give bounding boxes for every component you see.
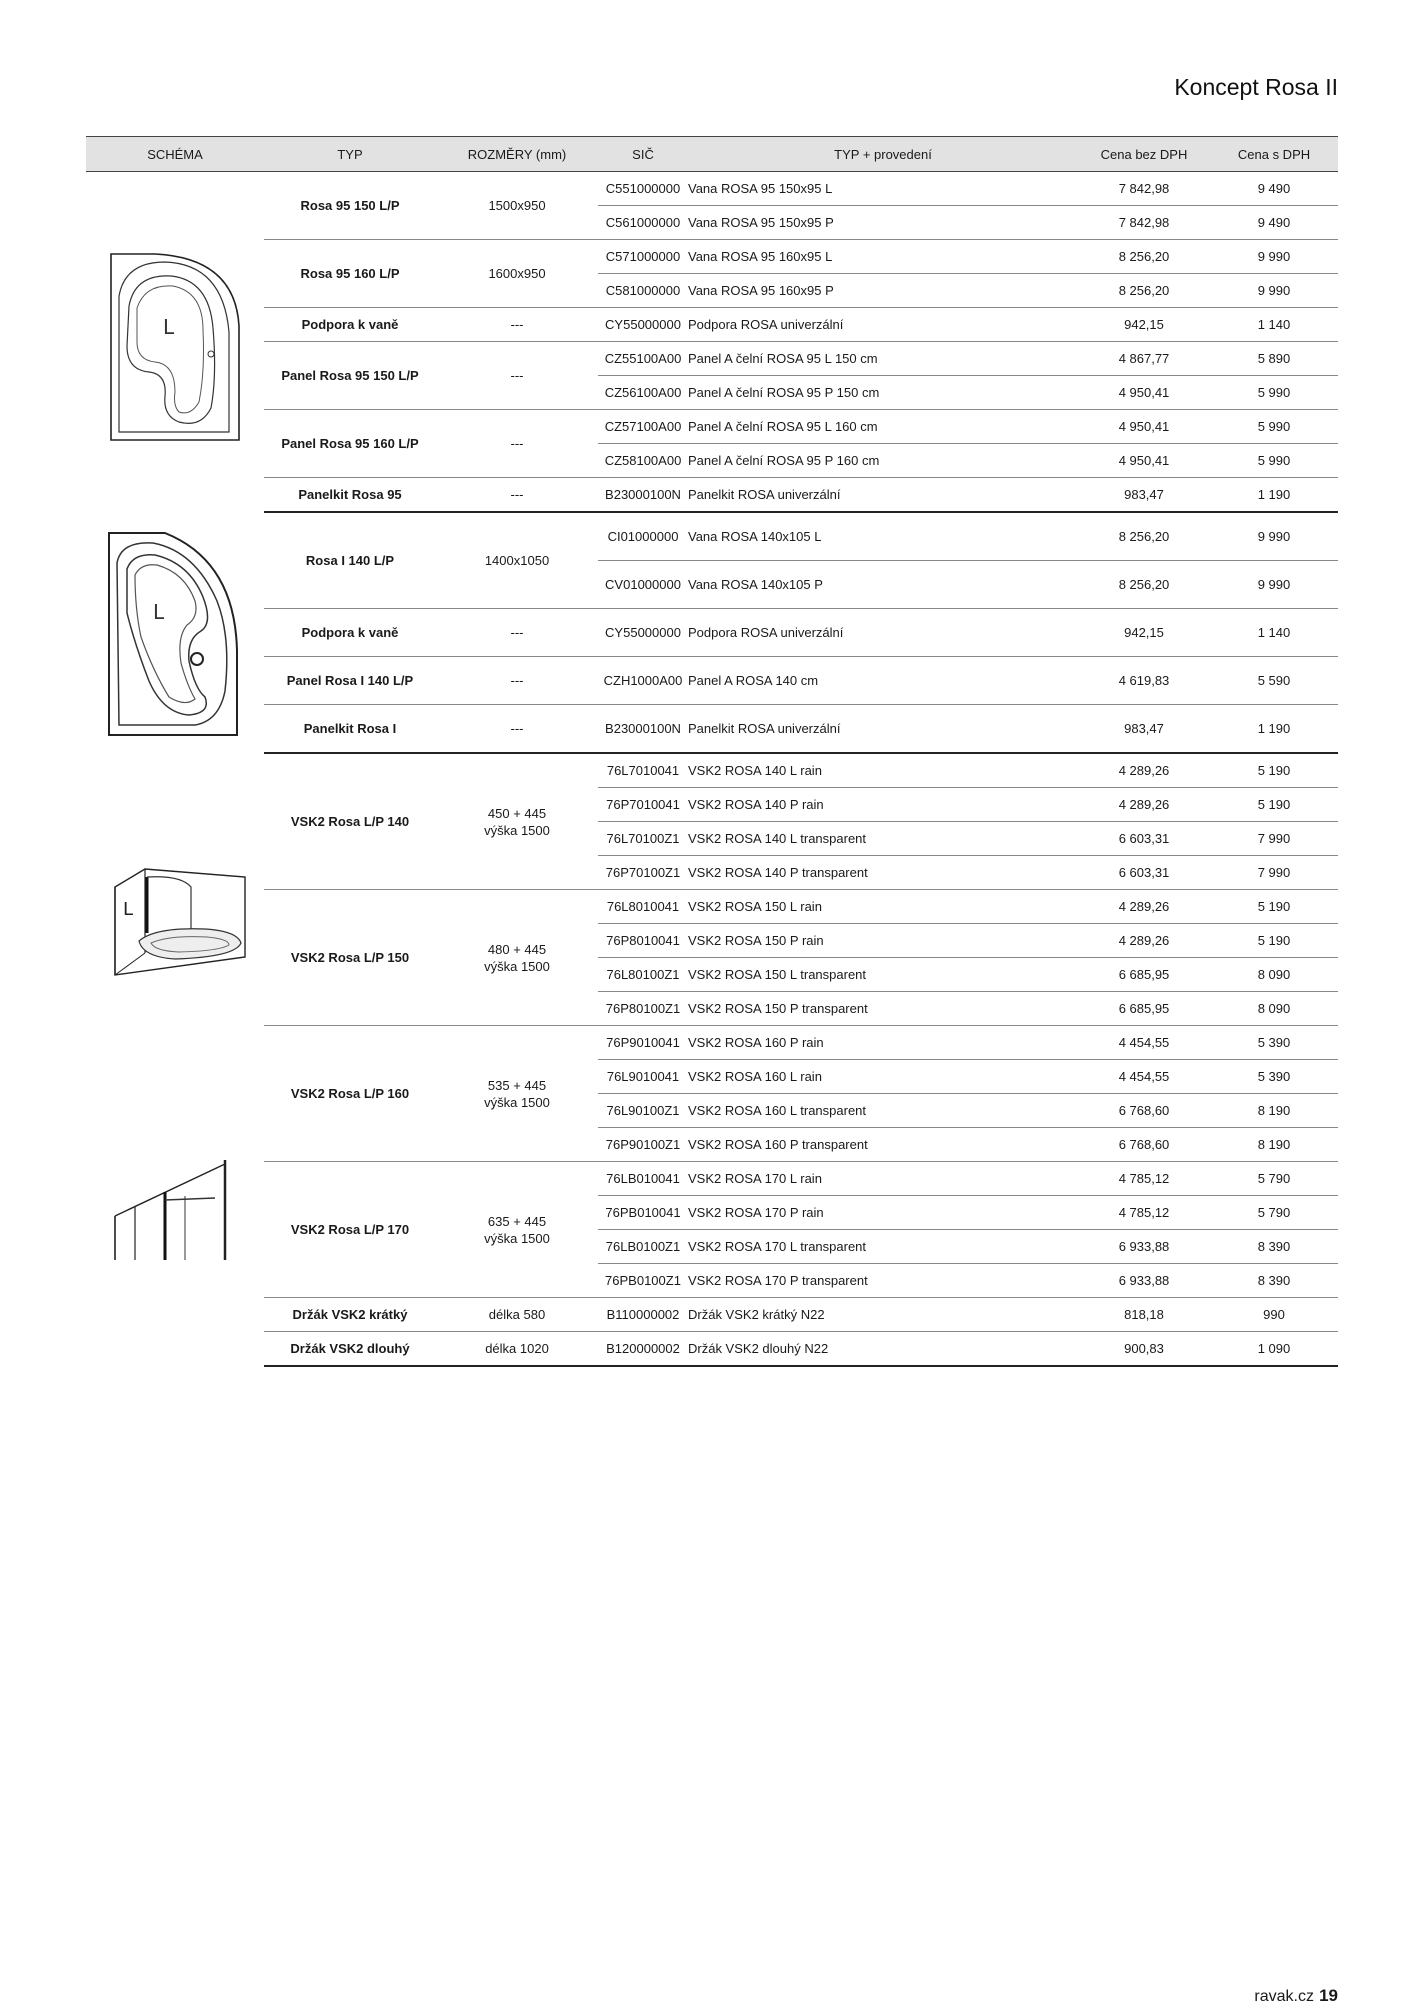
provedeni-cell: VSK2 ROSA 150 L transparent bbox=[688, 958, 1078, 992]
sic-cell: B23000100N bbox=[598, 478, 688, 513]
typ-cell: Panelkit Rosa 95 bbox=[264, 478, 436, 513]
cena-s-dph-cell: 5 190 bbox=[1210, 890, 1338, 924]
provedeni-cell: Podpora ROSA univerzální bbox=[688, 308, 1078, 342]
typ-cell: Držák VSK2 dlouhý bbox=[264, 1332, 436, 1367]
rozmer-value: 635 + 445 bbox=[487, 1213, 547, 1229]
typ-cell: VSK2 Rosa L/P 150 bbox=[264, 890, 436, 1026]
rozmer-cell bbox=[436, 240, 598, 308]
provedeni-cell: VSK2 ROSA 150 P transparent bbox=[688, 992, 1078, 1026]
rozmer-vyska: výška 1500 bbox=[484, 1094, 550, 1110]
typ-cell: Panel Rosa 95 150 L/P bbox=[264, 342, 436, 410]
schema-cell bbox=[86, 512, 264, 753]
provedeni-cell: Podpora ROSA univerzální bbox=[688, 609, 1078, 657]
cena-bez-dph-cell: 6 685,95 bbox=[1078, 992, 1210, 1026]
provedeni-cell: Vana ROSA 140x105 L bbox=[688, 512, 1078, 561]
rozmer-value: --- bbox=[510, 317, 524, 332]
cena-bez-dph-cell: 4 289,26 bbox=[1078, 753, 1210, 788]
sic-cell: C561000000 bbox=[598, 206, 688, 240]
cena-bez-dph-cell: 6 603,31 bbox=[1078, 856, 1210, 890]
rozmer-value: 450 + 445 bbox=[487, 805, 547, 821]
cena-s-dph-cell: 8 090 bbox=[1210, 958, 1338, 992]
cena-bez-dph-cell: 6 768,60 bbox=[1078, 1094, 1210, 1128]
section-label: L bbox=[153, 600, 165, 624]
cena-bez-dph-cell: 983,47 bbox=[1078, 705, 1210, 754]
table-row bbox=[86, 478, 1338, 513]
schema-cell bbox=[86, 753, 264, 1366]
table-row bbox=[86, 342, 1338, 376]
cena-bez-dph-cell: 4 289,26 bbox=[1078, 890, 1210, 924]
table-row bbox=[86, 1298, 1338, 1332]
section-label: L bbox=[123, 898, 134, 920]
provedeni-cell: VSK2 ROSA 170 P rain bbox=[688, 1196, 1078, 1230]
page-number: 19 bbox=[1319, 1986, 1338, 2005]
sic-cell: 76L8010041 bbox=[598, 890, 688, 924]
sic-cell: B110000002 bbox=[598, 1298, 688, 1332]
provedeni-cell: Panel A čelní ROSA 95 P 160 cm bbox=[688, 444, 1078, 478]
cena-s-dph-cell: 5 190 bbox=[1210, 924, 1338, 958]
cena-bez-dph-cell: 818,18 bbox=[1078, 1298, 1210, 1332]
table-row bbox=[86, 410, 1338, 444]
rozmer-cell bbox=[436, 308, 598, 342]
sic-cell: CZ56100A00 bbox=[598, 376, 688, 410]
schema-cell bbox=[86, 172, 264, 513]
rozmer-value: --- bbox=[510, 673, 524, 688]
rozmer-cell bbox=[436, 1298, 598, 1332]
sic-cell: 76PB0100Z1 bbox=[598, 1264, 688, 1298]
table-row bbox=[86, 705, 1338, 754]
rozmer-cell bbox=[436, 1026, 598, 1162]
rozmer-vyska: výška 1500 bbox=[484, 958, 550, 974]
rozmer-value: 480 + 445 bbox=[487, 941, 547, 957]
sic-cell: 76P9010041 bbox=[598, 1026, 688, 1060]
sic-cell: 76P8010041 bbox=[598, 924, 688, 958]
bathtub-rosa95-diagram bbox=[105, 236, 245, 446]
sic-cell: C571000000 bbox=[598, 240, 688, 274]
header-schema: SCHÉMA bbox=[86, 137, 264, 172]
sic-cell: 76PB010041 bbox=[598, 1196, 688, 1230]
provedeni-cell: VSK2 ROSA 140 L rain bbox=[688, 753, 1078, 788]
cena-bez-dph-cell: 6 933,88 bbox=[1078, 1230, 1210, 1264]
cena-bez-dph-cell: 4 950,41 bbox=[1078, 444, 1210, 478]
rozmer-cell bbox=[436, 172, 598, 240]
cena-s-dph-cell: 5 990 bbox=[1210, 410, 1338, 444]
provedeni-cell: Panel A čelní ROSA 95 P 150 cm bbox=[688, 376, 1078, 410]
table-row bbox=[86, 1332, 1338, 1367]
cena-bez-dph-cell: 4 289,26 bbox=[1078, 788, 1210, 822]
cena-bez-dph-cell: 6 768,60 bbox=[1078, 1128, 1210, 1162]
typ-cell: Panel Rosa I 140 L/P bbox=[264, 657, 436, 705]
rozmer-value: --- bbox=[510, 487, 524, 502]
typ-cell: Rosa 95 150 L/P bbox=[264, 172, 436, 240]
rozmer-cell bbox=[436, 609, 598, 657]
sic-cell: CZ57100A00 bbox=[598, 410, 688, 444]
cena-bez-dph-cell: 6 933,88 bbox=[1078, 1264, 1210, 1298]
rozmer-cell bbox=[436, 890, 598, 1026]
page-title: Koncept Rosa II bbox=[1174, 74, 1338, 100]
cena-bez-dph-cell: 4 785,12 bbox=[1078, 1196, 1210, 1230]
cena-bez-dph-cell: 7 842,98 bbox=[1078, 206, 1210, 240]
footer-site: ravak.cz bbox=[1254, 1988, 1314, 2005]
rozmer-value: --- bbox=[510, 625, 524, 640]
cena-bez-dph-cell: 4 950,41 bbox=[1078, 376, 1210, 410]
table-row bbox=[86, 1026, 1338, 1060]
sic-cell: 76LB010041 bbox=[598, 1162, 688, 1196]
cena-s-dph-cell: 1 090 bbox=[1210, 1332, 1338, 1367]
typ-cell: Rosa I 140 L/P bbox=[264, 512, 436, 609]
cena-bez-dph-cell: 4 950,41 bbox=[1078, 410, 1210, 444]
cena-s-dph-cell: 9 490 bbox=[1210, 172, 1338, 206]
header-cena-s: Cena s DPH bbox=[1210, 137, 1338, 172]
provedeni-cell: VSK2 ROSA 170 L rain bbox=[688, 1162, 1078, 1196]
typ-cell: Panel Rosa 95 160 L/P bbox=[264, 410, 436, 478]
bathtub-rosai-diagram bbox=[105, 521, 245, 741]
cena-bez-dph-cell: 983,47 bbox=[1078, 478, 1210, 513]
cena-s-dph-cell: 9 990 bbox=[1210, 512, 1338, 561]
table-row bbox=[86, 890, 1338, 924]
sic-cell: 76L7010041 bbox=[598, 753, 688, 788]
rozmer-value: 1400x1050 bbox=[484, 553, 550, 568]
cena-s-dph-cell: 9 990 bbox=[1210, 561, 1338, 609]
provedeni-cell: VSK2 ROSA 170 P transparent bbox=[688, 1264, 1078, 1298]
sic-cell: B23000100N bbox=[598, 705, 688, 754]
cena-s-dph-cell: 1 140 bbox=[1210, 609, 1338, 657]
rozmer-value: 1600x950 bbox=[488, 266, 546, 281]
rozmer-cell bbox=[436, 410, 598, 478]
table-row bbox=[86, 1162, 1338, 1196]
provedeni-cell: Držák VSK2 krátký N22 bbox=[688, 1298, 1078, 1332]
provedeni-cell: Panel A čelní ROSA 95 L 160 cm bbox=[688, 410, 1078, 444]
provedeni-cell: VSK2 ROSA 140 P transparent bbox=[688, 856, 1078, 890]
cena-s-dph-cell: 5 990 bbox=[1210, 444, 1338, 478]
table-row bbox=[86, 657, 1338, 705]
cena-s-dph-cell: 7 990 bbox=[1210, 856, 1338, 890]
table-row bbox=[86, 512, 1338, 561]
cena-s-dph-cell: 5 390 bbox=[1210, 1026, 1338, 1060]
cena-s-dph-cell: 5 390 bbox=[1210, 1060, 1338, 1094]
typ-cell: Podpora k vaně bbox=[264, 609, 436, 657]
cena-s-dph-cell: 5 790 bbox=[1210, 1162, 1338, 1196]
sic-cell: CI01000000 bbox=[598, 512, 688, 561]
header-rozmery: ROZMĚRY (mm) bbox=[436, 137, 598, 172]
provedeni-cell: VSK2 ROSA 140 L transparent bbox=[688, 822, 1078, 856]
cena-s-dph-cell: 8 190 bbox=[1210, 1128, 1338, 1162]
cena-s-dph-cell: 8 390 bbox=[1210, 1264, 1338, 1298]
cena-s-dph-cell: 990 bbox=[1210, 1298, 1338, 1332]
provedeni-cell: Vana ROSA 95 160x95 P bbox=[688, 274, 1078, 308]
cena-s-dph-cell: 7 990 bbox=[1210, 822, 1338, 856]
sic-cell: 76L9010041 bbox=[598, 1060, 688, 1094]
cena-bez-dph-cell: 4 454,55 bbox=[1078, 1060, 1210, 1094]
table-header-row bbox=[86, 137, 1338, 172]
rozmer-value: 1500x950 bbox=[488, 198, 546, 213]
typ-cell: VSK2 Rosa L/P 160 bbox=[264, 1026, 436, 1162]
cena-s-dph-cell: 1 190 bbox=[1210, 705, 1338, 754]
provedeni-cell: Držák VSK2 dlouhý N22 bbox=[688, 1332, 1078, 1367]
cena-s-dph-cell: 9 990 bbox=[1210, 274, 1338, 308]
sic-cell: CY55000000 bbox=[598, 609, 688, 657]
provedeni-cell: VSK2 ROSA 160 P rain bbox=[688, 1026, 1078, 1060]
shower-holder-diagram bbox=[105, 1160, 245, 1260]
sic-cell: 76P70100Z1 bbox=[598, 856, 688, 890]
cena-s-dph-cell: 5 990 bbox=[1210, 376, 1338, 410]
table-row bbox=[86, 753, 1338, 788]
cena-s-dph-cell: 5 190 bbox=[1210, 753, 1338, 788]
provedeni-cell: VSK2 ROSA 150 L rain bbox=[688, 890, 1078, 924]
rozmer-cell bbox=[436, 478, 598, 513]
cena-bez-dph-cell: 4 289,26 bbox=[1078, 924, 1210, 958]
cena-s-dph-cell: 5 790 bbox=[1210, 1196, 1338, 1230]
section-label: L bbox=[163, 314, 175, 339]
price-table bbox=[86, 136, 1338, 1367]
rozmer-vyska: výška 1500 bbox=[484, 1230, 550, 1246]
cena-s-dph-cell: 8 190 bbox=[1210, 1094, 1338, 1128]
cena-bez-dph-cell: 900,83 bbox=[1078, 1332, 1210, 1367]
provedeni-cell: VSK2 ROSA 140 P rain bbox=[688, 788, 1078, 822]
cena-s-dph-cell: 1 140 bbox=[1210, 308, 1338, 342]
typ-cell: Držák VSK2 krátký bbox=[264, 1298, 436, 1332]
cena-s-dph-cell: 8 390 bbox=[1210, 1230, 1338, 1264]
rozmer-value: --- bbox=[510, 721, 524, 736]
rozmer-value: délka 1020 bbox=[485, 1341, 549, 1356]
shower-screen-diagram bbox=[95, 857, 255, 987]
cena-bez-dph-cell: 4 619,83 bbox=[1078, 657, 1210, 705]
sic-cell: 76P7010041 bbox=[598, 788, 688, 822]
cena-s-dph-cell: 1 190 bbox=[1210, 478, 1338, 513]
provedeni-cell: Panel A čelní ROSA 95 L 150 cm bbox=[688, 342, 1078, 376]
typ-cell: Panelkit Rosa I bbox=[264, 705, 436, 754]
header-typ: TYP bbox=[264, 137, 436, 172]
sic-cell: CZ55100A00 bbox=[598, 342, 688, 376]
sic-cell: 76LB0100Z1 bbox=[598, 1230, 688, 1264]
typ-cell: VSK2 Rosa L/P 140 bbox=[264, 753, 436, 890]
table-row bbox=[86, 172, 1338, 206]
provedeni-cell: VSK2 ROSA 160 P transparent bbox=[688, 1128, 1078, 1162]
provedeni-cell: Vana ROSA 95 150x95 P bbox=[688, 206, 1078, 240]
rozmer-cell bbox=[436, 1332, 598, 1367]
provedeni-cell: Panelkit ROSA univerzální bbox=[688, 705, 1078, 754]
rozmer-cell bbox=[436, 705, 598, 754]
rozmer-cell bbox=[436, 657, 598, 705]
provedeni-cell: Vana ROSA 140x105 P bbox=[688, 561, 1078, 609]
table-row bbox=[86, 240, 1338, 274]
rozmer-value: --- bbox=[510, 436, 524, 451]
cena-s-dph-cell: 8 090 bbox=[1210, 992, 1338, 1026]
cena-s-dph-cell: 9 490 bbox=[1210, 206, 1338, 240]
header-provedeni: TYP + provedení bbox=[688, 137, 1078, 172]
typ-cell: Rosa 95 160 L/P bbox=[264, 240, 436, 308]
provedeni-cell: VSK2 ROSA 150 P rain bbox=[688, 924, 1078, 958]
cena-bez-dph-cell: 8 256,20 bbox=[1078, 240, 1210, 274]
rozmer-cell bbox=[436, 753, 598, 890]
provedeni-cell: Panel A ROSA 140 cm bbox=[688, 657, 1078, 705]
cena-bez-dph-cell: 8 256,20 bbox=[1078, 274, 1210, 308]
table-row bbox=[86, 609, 1338, 657]
sic-cell: 76L80100Z1 bbox=[598, 958, 688, 992]
typ-cell: Podpora k vaně bbox=[264, 308, 436, 342]
cena-bez-dph-cell: 4 454,55 bbox=[1078, 1026, 1210, 1060]
sic-cell: CZ58100A00 bbox=[598, 444, 688, 478]
table-row bbox=[86, 308, 1338, 342]
cena-bez-dph-cell: 4 867,77 bbox=[1078, 342, 1210, 376]
rozmer-value: délka 580 bbox=[488, 1307, 546, 1322]
cena-bez-dph-cell: 6 603,31 bbox=[1078, 822, 1210, 856]
rozmer-vyska: výška 1500 bbox=[484, 822, 550, 838]
provedeni-cell: VSK2 ROSA 170 L transparent bbox=[688, 1230, 1078, 1264]
rozmer-cell bbox=[436, 1162, 598, 1298]
cena-s-dph-cell: 5 890 bbox=[1210, 342, 1338, 376]
cena-s-dph-cell: 5 190 bbox=[1210, 788, 1338, 822]
cena-bez-dph-cell: 8 256,20 bbox=[1078, 561, 1210, 609]
sic-cell: 76L70100Z1 bbox=[598, 822, 688, 856]
provedeni-cell: VSK2 ROSA 160 L rain bbox=[688, 1060, 1078, 1094]
cena-bez-dph-cell: 4 785,12 bbox=[1078, 1162, 1210, 1196]
provedeni-cell: Panelkit ROSA univerzální bbox=[688, 478, 1078, 513]
cena-s-dph-cell: 5 590 bbox=[1210, 657, 1338, 705]
sic-cell: CZH1000A00 bbox=[598, 657, 688, 705]
sic-cell: C581000000 bbox=[598, 274, 688, 308]
header-sic: SIČ bbox=[598, 137, 688, 172]
rozmer-cell bbox=[436, 342, 598, 410]
sic-cell: 76P80100Z1 bbox=[598, 992, 688, 1026]
typ-cell: VSK2 Rosa L/P 170 bbox=[264, 1162, 436, 1298]
cena-bez-dph-cell: 942,15 bbox=[1078, 308, 1210, 342]
sic-cell: B120000002 bbox=[598, 1332, 688, 1367]
provedeni-cell: VSK2 ROSA 160 L transparent bbox=[688, 1094, 1078, 1128]
sic-cell: C551000000 bbox=[598, 172, 688, 206]
cena-bez-dph-cell: 8 256,20 bbox=[1078, 512, 1210, 561]
rozmer-value: 535 + 445 bbox=[487, 1077, 547, 1093]
provedeni-cell: Vana ROSA 95 150x95 L bbox=[688, 172, 1078, 206]
sic-cell: CY55000000 bbox=[598, 308, 688, 342]
rozmer-cell bbox=[436, 512, 598, 609]
cena-bez-dph-cell: 942,15 bbox=[1078, 609, 1210, 657]
sic-cell: 76L90100Z1 bbox=[598, 1094, 688, 1128]
cena-bez-dph-cell: 7 842,98 bbox=[1078, 172, 1210, 206]
cena-bez-dph-cell: 6 685,95 bbox=[1078, 958, 1210, 992]
provedeni-cell: Vana ROSA 95 160x95 L bbox=[688, 240, 1078, 274]
sic-cell: 76P90100Z1 bbox=[598, 1128, 688, 1162]
cena-s-dph-cell: 9 990 bbox=[1210, 240, 1338, 274]
sic-cell: CV01000000 bbox=[598, 561, 688, 609]
rozmer-value: --- bbox=[510, 368, 524, 383]
header-cena-bez: Cena bez DPH bbox=[1078, 137, 1210, 172]
